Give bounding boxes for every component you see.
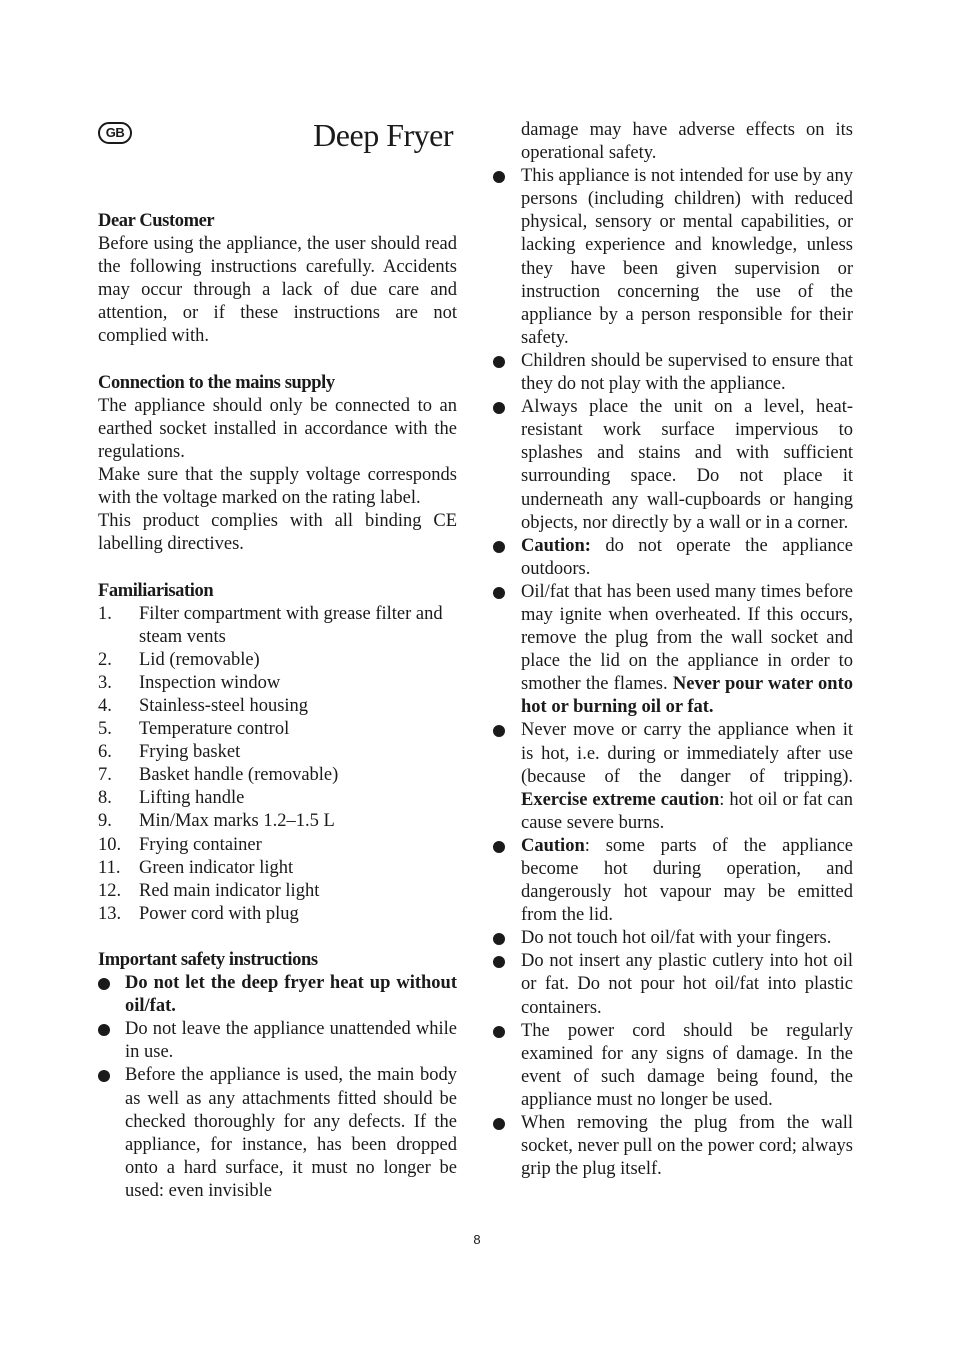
bullet-text: When removing the plug from the wall socket, never pull on the power cord; always grip the plug itself. — [521, 1113, 853, 1180]
list-item — [493, 350, 853, 396]
safety-heading: Important safety instructions — [98, 950, 318, 970]
item-text: Min/Max marks 1.2–1.5 L — [139, 811, 335, 832]
list-item — [98, 695, 457, 718]
bullet-text: Always place the unit on a level, heat-resistant work surface impervious to splashes and stains and with sufficient surrounding space. Do not place it underneath any wall-cupboards or hanging objects, nor directly by a wall or in a corner. — [521, 397, 853, 533]
item-number: 12. — [98, 880, 122, 901]
list-item — [98, 672, 457, 695]
warning-text: Never pour water onto hot or burning oil or fat. — [521, 674, 854, 718]
caution-label: Caution: — [521, 535, 591, 556]
familiarisation-heading: Familiarisation — [98, 580, 214, 601]
list-item — [98, 603, 457, 649]
page-number: 8 — [473, 1232, 481, 1247]
bullet-text: Do not insert any plastic cutlery into hot oil or fat. Do not pour hot oil/fat into plastic containers. — [521, 951, 853, 1018]
list-item — [98, 810, 457, 833]
list-item — [98, 741, 457, 764]
list-item — [493, 719, 853, 834]
item-number: 2. — [98, 649, 112, 670]
list-item — [98, 903, 457, 926]
region-badge: GB — [98, 122, 132, 144]
bullet-icon — [493, 402, 505, 414]
item-text: Power cord with plug — [139, 903, 299, 924]
list-item — [98, 718, 457, 741]
left-column — [98, 0, 457, 1203]
connection-paragraph: Make sure that the supply voltage corresponds with the voltage marked on the rating label. — [98, 465, 457, 509]
bullet-text: Do not leave the appliance unattended while in use. — [125, 1019, 457, 1063]
list-item — [98, 1064, 457, 1203]
bullet-text-tail: : hot oil or fat can cause severe burns. — [521, 789, 853, 833]
bullet-icon — [493, 541, 505, 553]
dear-customer-heading: Dear Customer — [98, 211, 215, 231]
bullet-icon — [98, 978, 110, 990]
bullet-text: Oil/fat that has been used many times before may ignite when overheated. If this occurs, remove the plug from the wall socket and place the lid on the appliance in order to smother the flames. — [521, 581, 853, 695]
bullet-icon — [493, 956, 505, 968]
connection-paragraph: The appliance should only be connected to an earthed socket installed in accordance with the regulations. — [98, 395, 457, 462]
list-item — [98, 880, 457, 903]
item-text: Lid (removable) — [139, 649, 260, 670]
list-item — [98, 1018, 457, 1064]
bullet-text: The power cord should be regularly examined for any signs of damage. In the event of such damage being found, the appliance must no longer be used. — [521, 1020, 853, 1110]
list-item — [493, 581, 853, 720]
list-item — [98, 834, 457, 857]
item-number: 9. — [98, 811, 112, 832]
safety-list-continued — [493, 165, 853, 1181]
list-item — [493, 835, 853, 927]
dear-customer-text: Before using the appliance, the user should read the following instructions carefully. Accidents may occur through a lack of due care and attention, or if these instructions are not complied with. — [98, 234, 457, 347]
list-item — [493, 396, 853, 535]
bullet-text: Before the appliance is used, the main body as well as any attachments fitted should be checked thoroughly for any defects. If the appliance, for instance, has been dropped onto a hard surface, it must no longer be used: even invisible — [125, 1065, 457, 1201]
bullet-icon — [98, 1070, 110, 1082]
list-item — [98, 764, 457, 787]
bullet-text: Children should be supervised to ensure that they do not play with the appliance. — [521, 350, 853, 395]
bullet-text: This appliance is not intended for use by any persons (including children) with reduced physical, sensory or mental capabilities, or lacking experience and knowledge, unless they have been given supervision or instruction concerning the use of the appliance by a person responsible for their safety. — [521, 166, 853, 348]
item-number: 6. — [98, 742, 112, 763]
connection-heading: Connection to the mains supply — [98, 372, 335, 393]
list-item — [493, 950, 853, 1019]
item-number: 1. — [98, 603, 112, 624]
item-number: 8. — [98, 788, 112, 809]
item-text: Basket handle (removable) — [139, 765, 339, 786]
bullet-text: Do not touch hot oil/fat with your fingers. — [521, 928, 832, 949]
caution-label: Caution — [521, 835, 585, 856]
item-text: Lifting handle — [139, 788, 245, 809]
bullet-icon — [493, 171, 505, 183]
list-item — [493, 1020, 853, 1112]
continuation-text: damage may have adverse effects on its operational safety. — [521, 120, 853, 164]
list-item — [98, 857, 457, 880]
page-title: Deep Fryer — [313, 117, 453, 153]
item-number: 4. — [98, 695, 112, 716]
bullet-icon — [493, 841, 505, 853]
safety-list — [98, 972, 457, 1203]
item-text: Frying basket — [139, 742, 241, 763]
list-item — [493, 1112, 853, 1181]
bullet-icon — [493, 1026, 505, 1038]
list-item — [493, 535, 853, 581]
right-column — [493, 0, 853, 1181]
list-item — [98, 972, 457, 1018]
bullet-text: Never move or carry the appliance when it is hot, i.e. during or immediately after use (because of the danger of tripping). — [521, 720, 853, 787]
item-text: Green indicator light — [139, 857, 294, 878]
bullet-icon — [493, 1118, 505, 1130]
item-number: 3. — [98, 672, 112, 693]
list-item — [493, 927, 853, 950]
item-number: 7. — [98, 765, 112, 786]
item-text: Filter compartment with grease filter and steam vents — [139, 603, 443, 647]
bullet-icon — [493, 356, 505, 368]
item-number: 13. — [98, 903, 122, 924]
bullet-icon — [98, 1024, 110, 1036]
item-number: 5. — [98, 719, 112, 740]
item-text: Temperature control — [139, 719, 290, 740]
list-item — [98, 649, 457, 672]
bullet-icon — [493, 933, 505, 945]
item-text: Red main indicator light — [139, 880, 320, 901]
parts-list — [98, 603, 457, 926]
item-number: 10. — [98, 834, 122, 855]
connection-paragraph: This product complies with all binding CE labelling directives. — [98, 511, 457, 555]
bullet-icon — [493, 587, 505, 599]
bullet-icon — [493, 725, 505, 737]
item-text: Inspection window — [139, 672, 281, 693]
item-number: 11. — [98, 857, 121, 878]
bullet-text: Do not let the deep fryer heat up without oil/fat. — [125, 973, 457, 1017]
list-item — [98, 787, 457, 810]
item-text: Stainless-steel housing — [139, 695, 309, 716]
caution-label: Exercise extreme caution — [521, 789, 720, 810]
bullet-text: do not operate the appliance outdoors. — [521, 535, 853, 579]
item-text: Frying container — [139, 834, 262, 855]
bullet-text: : some parts of the appliance become hot during operation, and dangerously hot vapour may be emitted from the lid. — [521, 835, 853, 926]
list-item — [493, 165, 853, 350]
